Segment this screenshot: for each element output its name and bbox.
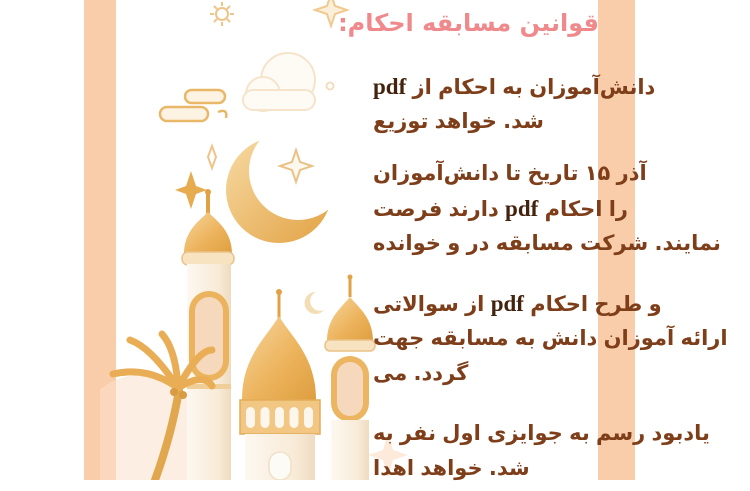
- word-token: رسم: [596, 421, 646, 445]
- word-token: به: [502, 75, 523, 99]
- dot-circle-icon: [327, 83, 334, 90]
- word-token: را: [608, 197, 628, 221]
- word-token: از: [412, 75, 432, 99]
- word-token: دانش‌آموزان: [529, 75, 656, 99]
- text-line: [373, 231, 721, 266]
- sun-sparkle-icon: [210, 2, 234, 26]
- word-token: ۱۵: [584, 161, 611, 185]
- word-token: نمایند.: [654, 231, 721, 255]
- text-line: [373, 196, 628, 231]
- word-token: ارائه: [680, 326, 728, 350]
- word-token: خواهد: [434, 109, 497, 133]
- word-token: تا: [505, 161, 522, 185]
- crescent-moon: [226, 122, 347, 243]
- word-token: توزیع: [373, 109, 429, 133]
- text-line: [373, 161, 647, 196]
- word-token: آموزان: [603, 326, 675, 350]
- word-token: دارند: [448, 197, 499, 221]
- text-line: [373, 361, 601, 396]
- word-token: شد.: [488, 456, 530, 480]
- left-minaret: [182, 189, 234, 480]
- central-dome-building: [240, 289, 324, 480]
- word-token: خواهد: [420, 456, 483, 480]
- text-line: [373, 109, 601, 144]
- word-token: دانش: [541, 326, 598, 350]
- latin-token: pdf: [505, 196, 539, 221]
- gold-clouds: [160, 90, 226, 121]
- word-token: آذر: [616, 161, 647, 185]
- word-token: یادبود: [651, 421, 710, 445]
- word-token: و: [648, 292, 662, 316]
- word-token: احکام: [544, 197, 603, 221]
- word-token: مسابقه: [495, 231, 574, 255]
- poster-title: قوانین مسابقه احکام:: [338, 9, 599, 37]
- word-token: طرح: [594, 292, 643, 316]
- word-token: احکام: [530, 292, 589, 316]
- text-line: [373, 291, 662, 326]
- diamond-sparkle-icon: [208, 146, 216, 168]
- word-token: شد.: [503, 109, 544, 133]
- text-line: [373, 456, 601, 491]
- text-line: [373, 421, 710, 456]
- word-token: به: [514, 326, 536, 350]
- text-line: [373, 74, 656, 109]
- latin-token: pdf: [373, 74, 407, 99]
- word-token: فرصت: [373, 197, 443, 221]
- text-line: [373, 326, 728, 361]
- latin-token: pdf: [490, 291, 524, 316]
- word-token: نفر: [399, 421, 436, 445]
- word-token: اول: [442, 421, 481, 445]
- word-token: به: [569, 421, 590, 445]
- faint-cloud: [243, 53, 315, 111]
- gold-sparkle-icon: [175, 171, 207, 209]
- word-token: سوالاتی: [373, 292, 459, 316]
- paragraph-pdf-distribution: [373, 74, 656, 144]
- word-token: به: [373, 421, 394, 445]
- paragraph-deadline: [373, 161, 721, 266]
- paragraph-questions: [373, 291, 728, 396]
- word-token: از: [465, 292, 485, 316]
- word-token: در: [466, 231, 490, 255]
- word-token: تاریخ: [527, 161, 579, 185]
- word-token: جهت: [373, 326, 425, 350]
- right-minaret: [325, 275, 375, 481]
- word-token: اهدا: [373, 456, 415, 480]
- word-token: می: [373, 361, 408, 385]
- word-token: و: [447, 231, 461, 255]
- word-token: جوایزی: [487, 421, 563, 445]
- word-token: شرکت: [580, 231, 649, 255]
- word-token: دانش‌آموزان: [373, 161, 500, 185]
- word-token: مسابقه: [430, 326, 509, 350]
- word-token: خوانده: [373, 231, 441, 255]
- word-token: احکام: [438, 75, 496, 99]
- word-token: گردد.: [413, 361, 469, 385]
- paragraph-prize: [373, 421, 710, 491]
